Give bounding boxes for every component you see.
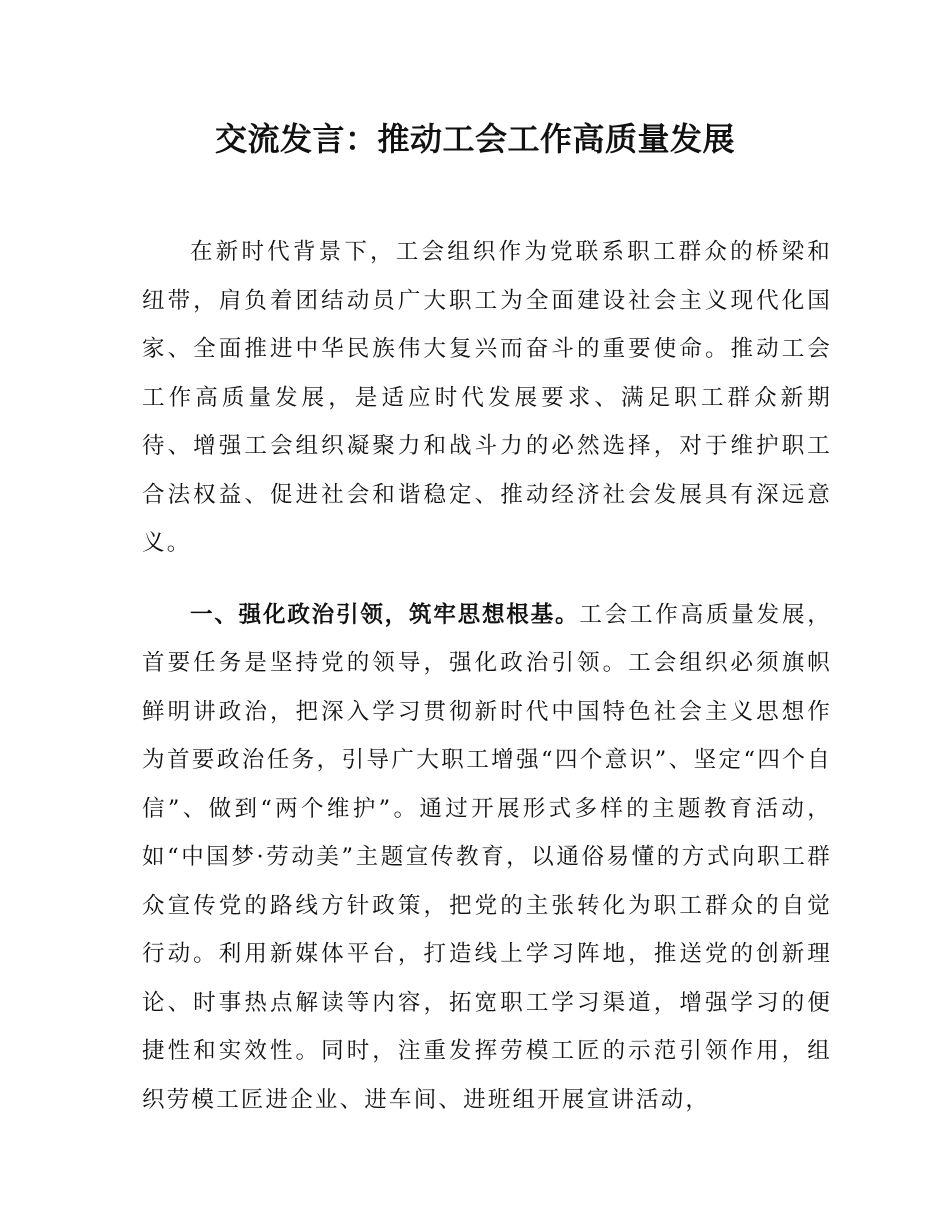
section-one-paragraph	[142, 591, 832, 1125]
intro-paragraph	[142, 228, 832, 568]
document-body	[142, 228, 832, 1124]
document-title: 交流发言：推动工会工作高质量发展	[214, 120, 735, 158]
section-one-text: 工会工作高质量发展，首要任务是坚持党的领导，强化政治引领。工会组织必须旗帜鲜明讲政治，把深入学习贯彻新时代中国特色社会主义思想作为首要政治任务，引导广大职工增强“四个意识”、坚定“四个自信”、做到“两个维护”。通过开展形式多样的主题教育活动，如“中国梦·劳动美”主题宣传教育，以通俗易懂的方式向职工群众宣传党的路线方针政策，把党的主张转化为职工群众的自觉行动。利用新媒体平台，打造线上学习阵地，推送党的创新理论、时事热点解读等内容，拓宽职工学习渠道，增强学习的便捷性和实效性。同时，注重发挥劳模工匠的示范引领作用，组织劳模工匠进企业、进车间、进班组开展宣讲活动，	[142, 601, 832, 1113]
section-one-heading: 一、强化政治引领，筑牢思想根基。	[190, 601, 580, 628]
intro-paragraph-text: 在新时代背景下，工会组织作为党联系职工群众的桥梁和纽带，肩负着团结动员广大职工为全面建设社会主义现代化国家、全面推进中华民族伟大复兴而奋斗的重要使命。推动工会工作高质量发展，是适应时代发展要求、满足职工群众新期待、增强工会组织凝聚力和战斗力的必然选择，对于维护职工合法权益、促进社会和谐稳定、推动经济社会发展具有深远意义。	[142, 239, 832, 556]
